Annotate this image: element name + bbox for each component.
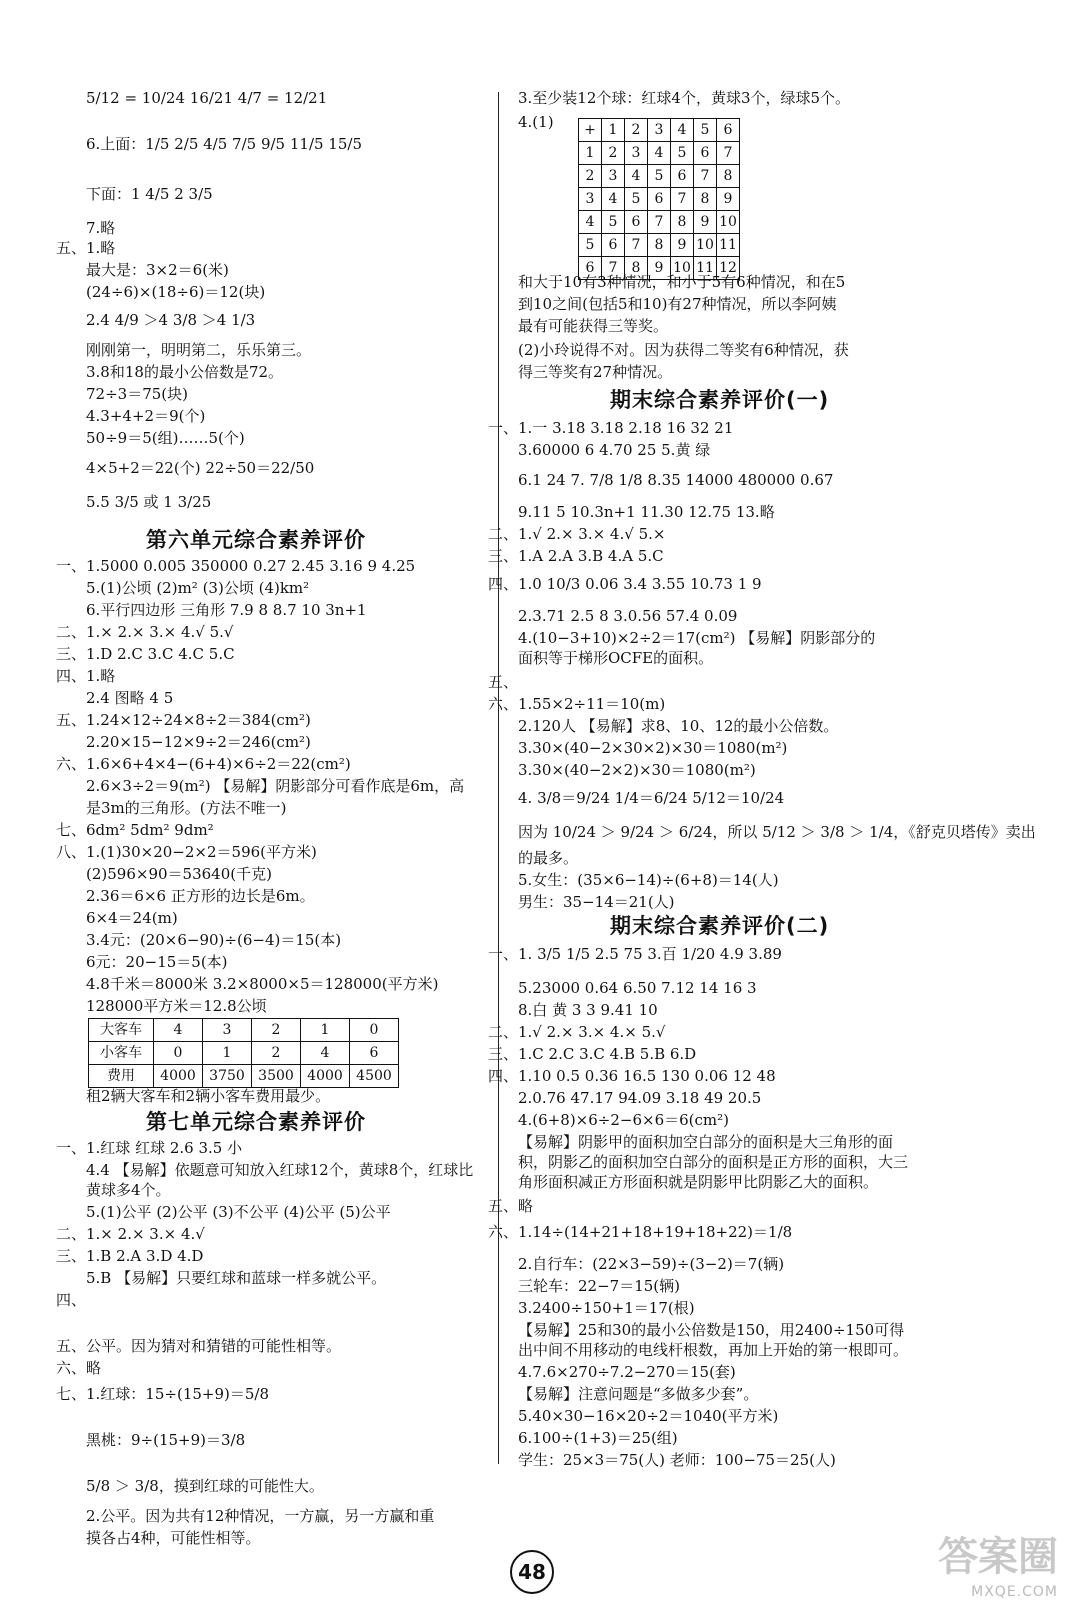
table-cell: 3 (625, 142, 648, 165)
final1-answer-line: 4.(10−3+10)×2÷2＝17(cm²) 【易解】阴影部分的 (518, 629, 876, 647)
unit6-answer-line: 6元：20−15＝5(本) (86, 953, 228, 971)
table-row (89, 1065, 399, 1088)
unit7-answer-line: 2.公平。因为共有12种情况，一方赢，另一方赢和重 (86, 1507, 435, 1525)
right-answer-line: 3.至少装12个球：红球4个，黄球3个，绿球5个。 (518, 89, 851, 107)
table-cell: + (579, 119, 602, 142)
unit6-conclusion-line: 租2辆大客车和2辆小客车费用最少。 (86, 1087, 331, 1105)
unit7-answer-line: 4.4 【易解】依题意可知放入红球12个，黄球8个，红球比 (86, 1161, 474, 1179)
unit7-answer-line: 七、1.红球：15÷(15+9)＝5/8 (56, 1385, 270, 1403)
table-cell: 7 (671, 188, 694, 211)
table-cell: 3750 (203, 1065, 252, 1088)
table-cell: 3 (579, 188, 602, 211)
table-cell: 9 (648, 257, 671, 280)
unit6-answer-line: 七、6dm² 5dm² 9dm² (56, 821, 214, 839)
table-row (579, 188, 740, 211)
table-cell: 4000 (301, 1065, 350, 1088)
table-cell: 1 (203, 1042, 252, 1065)
table-cell: 8 (625, 257, 648, 280)
unit6-answer-line: 二、1.× 2.× 3.× 4.√ 5.√ (56, 623, 234, 641)
table-cell: 6 (579, 257, 602, 280)
table-cell: 4 (602, 188, 625, 211)
final2-answer-line: 2.自行车：(22×3−59)÷(3−2)＝7(辆) (518, 1255, 785, 1273)
table-cell: 10 (717, 211, 740, 234)
table-cell: 5 (648, 165, 671, 188)
table-cell: 8 (694, 188, 717, 211)
final2-answer-line: 一、1. 3/5 1/5 2.5 75 3.百 1/20 4.9 3.89 (488, 945, 782, 963)
unit6-answer-line: 三、1.D 2.C 3.C 4.C 5.C (56, 645, 235, 663)
final1-answer-line: 2.3.71 2.5 8 3.0.56 57.4 0.09 (518, 607, 738, 625)
final1-answer-line: 5.女生：(35×6−14)÷(6+8)＝14(人) (518, 871, 779, 889)
table-cell: 4 (579, 211, 602, 234)
final1-answer-line: 3.30×(40−2×2)×30＝1080(m²) (518, 761, 756, 779)
unit6-answer-line: 4.8千米＝8000米 3.2×8000×5＝128000(平方米) (86, 975, 439, 993)
left-answer-line: 50÷9＝5(组)……5(个) (86, 429, 245, 447)
table-cell: 12 (717, 257, 740, 280)
unit7-answer-line: 四、 (56, 1291, 87, 1309)
bus-cost-table (88, 1018, 399, 1088)
final2-answer-line: 三、1.C 2.C 3.C 4.B 5.B 6.D (488, 1045, 697, 1063)
final2-answer-line: 2.0.76 47.17 94.09 3.18 49 20.5 (518, 1089, 762, 1107)
left-answer-line: 4.3+4+2＝9(个) (86, 407, 206, 425)
final1-answer-line: 二、1.√ 2.× 3.× 4.√ 5.× (488, 525, 666, 543)
unit6-answer-line: 2.6×3÷2＝9(m²) 【易解】阴影部分可看作底是6m，高 (86, 777, 465, 795)
unit6-answer-line: 2.4 图略 4 5 (86, 689, 174, 707)
final1-answer-line: 三、1.A 2.A 3.B 4.A 5.C (488, 547, 664, 565)
table-cell: 10 (671, 257, 694, 280)
final2-answer-line: 5.23000 0.64 6.50 7.12 14 16 3 (518, 979, 757, 997)
table-cell: 0 (154, 1042, 203, 1065)
unit6-answer-line: 2.36＝6×6 正方形的边长是6m。 (86, 887, 315, 905)
left-answer-line: (24÷6)×(18÷6)＝12(块) (86, 283, 266, 301)
table-cell: 0 (350, 1019, 399, 1042)
left-answer-line: 5.5 3/5 或 1 3/25 (86, 493, 212, 511)
left-answer-line: 3.8和18的最小公倍数是72。 (86, 363, 284, 381)
unit7-answer-line: 六、略 (56, 1359, 102, 1377)
table-cell: 费用 (89, 1065, 154, 1088)
final1-answer-line: 6.1 24 7. 7/8 1/8 8.35 14000 480000 0.67 (518, 471, 834, 489)
left-answer-line: 7.略 (86, 219, 116, 237)
table-cell: 4000 (154, 1065, 203, 1088)
table-row (89, 1019, 399, 1042)
final1-answer-line: 3.30×(40−2×30×2)×30＝1080(m²) (518, 739, 788, 757)
table-row (579, 142, 740, 165)
table-cell: 1 (602, 119, 625, 142)
unit7-answer-line: 黑桃：9÷(15+9)＝3/8 (86, 1431, 246, 1449)
table-cell: 7 (625, 234, 648, 257)
final2-answer-line: 四、1.10 0.5 0.36 16.5 130 0.06 12 48 (488, 1067, 776, 1085)
final1-answer-line: 一、1.一 3.18 3.18 2.18 16 32 21 (488, 419, 734, 437)
unit6-answer-line: 5.(1)公顷 (2)m² (3)公顷 (4)km² (86, 579, 310, 597)
table-cell: 7 (648, 211, 671, 234)
final2-answer-line: 【易解】25和30的最小公倍数是150，用2400÷150可得 (518, 1321, 905, 1339)
unit7-answer-line: 黄球多4个。 (86, 1181, 171, 1199)
final1-answer-line: 六、1.55×2÷11＝10(m) (488, 695, 666, 713)
final1-answer-line: 的最多。 (518, 849, 579, 867)
section-heading-final-2: 期末综合素养评价(二) (610, 914, 830, 938)
table-cell: 6 (625, 211, 648, 234)
table-cell: 6 (350, 1042, 399, 1065)
table-cell: 3 (203, 1019, 252, 1042)
final1-answer-line: 4. 3/8＝9/24 1/4＝6/24 5/12＝10/24 (518, 789, 785, 807)
table-cell: 5 (602, 211, 625, 234)
unit7-answer-line: 二、1.× 2.× 3.× 4.√ (56, 1225, 205, 1243)
table-cell: 小客车 (89, 1042, 154, 1065)
table-row (579, 165, 740, 188)
column-divider (498, 92, 499, 1464)
unit7-answer-line: 5.B 【易解】只要红球和蓝球一样多就公平。 (86, 1269, 387, 1287)
table-cell: 8 (671, 211, 694, 234)
table-cell: 3500 (252, 1065, 301, 1088)
unit7-answer-line: 5.(1)公平 (2)公平 (3)不公平 (4)公平 (5)公平 (86, 1203, 391, 1221)
table-cell: 4 (301, 1042, 350, 1065)
left-answer-line: 5/12 = 10/24 16/21 4/7 = 12/21 (86, 89, 328, 107)
right-explanation-line: 最有可能获得三等奖。 (518, 317, 669, 335)
table-cell: 8 (648, 234, 671, 257)
unit6-answer-line: 128000平方米＝12.8公顷 (86, 997, 267, 1015)
final1-answer-line: 因为 10/24 ＞ 9/24 ＞ 6/24，所以 5/12 ＞ 3/8 ＞ 1/4，《舒克贝塔传》卖出 (518, 823, 1036, 841)
final1-answer-line: 3.60000 6 4.70 25 5.黄 绿 (518, 441, 711, 459)
table-cell: 6 (602, 234, 625, 257)
unit6-answer-line: 四、1.略 (56, 667, 116, 685)
final1-answer-line: 面积等于梯形OCFE的面积。 (518, 649, 714, 667)
left-answer-line: 6.上面：1/5 2/5 4/5 7/5 9/5 11/5 15/5 (86, 135, 362, 153)
final2-answer-line: 五、略 (488, 1197, 534, 1215)
right-explanation-line: 和大于10有3种情况，和小于5有6种情况，和在5 (518, 273, 846, 291)
unit7-answer-line: 五、公平。因为猜对和猜错的可能性相等。 (56, 1337, 342, 1355)
table-row (579, 211, 740, 234)
table-row (579, 119, 740, 142)
unit7-answer-line: 5/8 ＞ 3/8，摸到红球的可能性大。 (86, 1477, 324, 1495)
unit6-answer-line: (2)596×90＝53640(千克) (86, 865, 272, 883)
table-cell: 4 (625, 165, 648, 188)
table-cell: 7 (717, 142, 740, 165)
final2-answer-line: 【易解】注意问题是“多做多少套”。 (518, 1385, 759, 1403)
unit6-answer-line: 6×4＝24(m) (86, 909, 178, 927)
final2-answer-line: 【易解】阴影甲的面积加空白部分的面积是大三角形的面 (518, 1133, 894, 1151)
final2-answer-line: 出中间不用移动的电线杆根数，再加上开始的第一根即可。 (518, 1341, 909, 1359)
table-cell: 2 (579, 165, 602, 188)
left-answer-line: 最大是：3×2＝6(米) (86, 261, 229, 279)
table-cell: 4 (648, 142, 671, 165)
table-cell: 11 (717, 234, 740, 257)
table-cell: 7 (602, 257, 625, 280)
table-cell: 4 (154, 1019, 203, 1042)
right-explanation-line: (2)小玲说得不对。因为获得二等奖有6种情况，获 (518, 341, 849, 359)
left-answer-line: 4×5+2＝22(个) 22÷50＝22/50 (86, 459, 315, 477)
unit6-answer-line: 是3m的三角形。(方法不唯一) (86, 799, 287, 817)
page-number: 48 (510, 1550, 554, 1594)
right-answer-line: 4.(1) (518, 113, 554, 131)
left-answer-line: 刚刚第一，明明第二，乐乐第三。 (86, 341, 312, 359)
unit7-answer-line: 摸各占4种，可能性相等。 (86, 1529, 261, 1547)
final2-answer-line: 积，阴影乙的面积加空白部分的面积是正方形的面积，大三 (518, 1153, 909, 1171)
section-heading-unit7: 第七单元综合素养评价 (146, 1110, 366, 1134)
table-row (89, 1042, 399, 1065)
table-cell: 3 (648, 119, 671, 142)
final2-answer-line: 3.2400÷150+1＝17(根) (518, 1299, 695, 1317)
unit6-answer-line: 6.平行四边形 三角形 7.9 8 8.7 10 3n+1 (86, 601, 367, 619)
section-heading-final-1: 期末综合素养评价(一) (610, 388, 830, 412)
table-cell: 9 (694, 211, 717, 234)
final2-answer-line: 三轮车：22−7＝15(辆) (518, 1277, 680, 1295)
final1-answer-line: 9.11 5 10.3n+1 11.30 12.75 13.略 (518, 503, 775, 521)
table-cell: 6 (648, 188, 671, 211)
unit6-answer-line: 八、1.(1)30×20−2×2＝596(平方米) (56, 843, 317, 861)
table-cell: 大客车 (89, 1019, 154, 1042)
final1-answer-line: 2.120人 【易解】求8、10、12的最小公倍数。 (518, 717, 839, 735)
table-cell: 1 (579, 142, 602, 165)
table-cell: 6 (694, 142, 717, 165)
table-cell: 10 (694, 234, 717, 257)
left-answer-line: 2.4 4/9 ＞4 3/8 ＞4 1/3 (86, 311, 256, 329)
final2-answer-line: 4.7.6×270÷7.2−270＝15(套) (518, 1363, 736, 1381)
final2-answer-line: 角形面积减正方形面积就是阴影甲比阴影乙大的面积。 (518, 1173, 879, 1191)
right-explanation-line: 到10之间(包括5和10)有27种情况，所以李阿姨 (518, 295, 837, 313)
final2-answer-line: 二、1.√ 2.× 3.× 4.× 5.√ (488, 1023, 666, 1041)
unit6-answer-line: 五、1.24×12÷24×8÷2＝384(cm²) (56, 711, 311, 729)
table-row (579, 234, 740, 257)
table-cell: 2 (252, 1042, 301, 1065)
left-answer-line: 五、1.略 (56, 239, 116, 257)
final1-answer-line: 四、1.0 10/3 0.06 3.4 3.55 10.73 1 9 (488, 575, 762, 593)
table-cell: 8 (717, 165, 740, 188)
final2-answer-line: 六、1.14÷(14+21+18+19+18+22)＝1/8 (488, 1223, 793, 1241)
table-cell: 4500 (350, 1065, 399, 1088)
table-cell: 6 (717, 119, 740, 142)
left-answer-line: 72÷3＝75(块) (86, 385, 188, 403)
table-cell: 2 (252, 1019, 301, 1042)
table-cell: 9 (717, 188, 740, 211)
dice-sum-table (578, 118, 740, 280)
unit6-answer-line: 一、1.5000 0.005 350000 0.27 2.45 3.16 9 4.25 (56, 557, 416, 575)
watermark-logo: 答案圈 (938, 1534, 1058, 1580)
final2-answer-line: 5.40×30−16×20÷2＝1040(平方米) (518, 1407, 779, 1425)
table-cell: 7 (694, 165, 717, 188)
table-cell: 5 (671, 142, 694, 165)
final2-answer-line: 6.100÷(1+3)＝25(组) (518, 1429, 678, 1447)
final2-answer-line: 学生：25×3＝75(人) 老师：100−75＝25(人) (518, 1451, 836, 1469)
left-answer-line: 下面：1 4/5 2 3/5 (86, 185, 213, 203)
unit6-answer-line: 2.20×15−12×9÷2＝246(cm²) (86, 733, 311, 751)
table-cell: 6 (671, 165, 694, 188)
table-cell: 2 (602, 142, 625, 165)
right-explanation-line: 得三等奖有27种情况。 (518, 363, 673, 381)
table-cell: 3 (602, 165, 625, 188)
final1-answer-line: 男生：35−14＝21(人) (518, 893, 675, 911)
table-cell: 2 (625, 119, 648, 142)
table-cell: 11 (694, 257, 717, 280)
unit7-answer-line: 一、1.红球 红球 2.6 3.5 小 (56, 1139, 243, 1157)
section-heading-unit6: 第六单元综合素养评价 (146, 528, 366, 552)
unit6-answer-line: 3.4元：(20×6−90)÷(6−4)＝15(本) (86, 931, 342, 949)
table-cell: 4 (671, 119, 694, 142)
table-cell: 5 (625, 188, 648, 211)
final2-answer-line: 4.(6+8)×6÷2−6×6＝6(cm²) (518, 1111, 730, 1129)
table-cell: 1 (301, 1019, 350, 1042)
table-cell: 5 (694, 119, 717, 142)
watermark-url: MXQE.COM (971, 1584, 1058, 1600)
unit7-answer-line: 三、1.B 2.A 3.D 4.D (56, 1247, 204, 1265)
table-cell: 5 (579, 234, 602, 257)
unit6-answer-line: 六、1.6×6+4×4−(6+4)×6÷2＝22(cm²) (56, 755, 351, 773)
table-cell: 9 (671, 234, 694, 257)
final2-answer-line: 8.白 黄 3 3 9.41 10 (518, 1001, 658, 1019)
final1-answer-line: 五、 (488, 673, 519, 691)
